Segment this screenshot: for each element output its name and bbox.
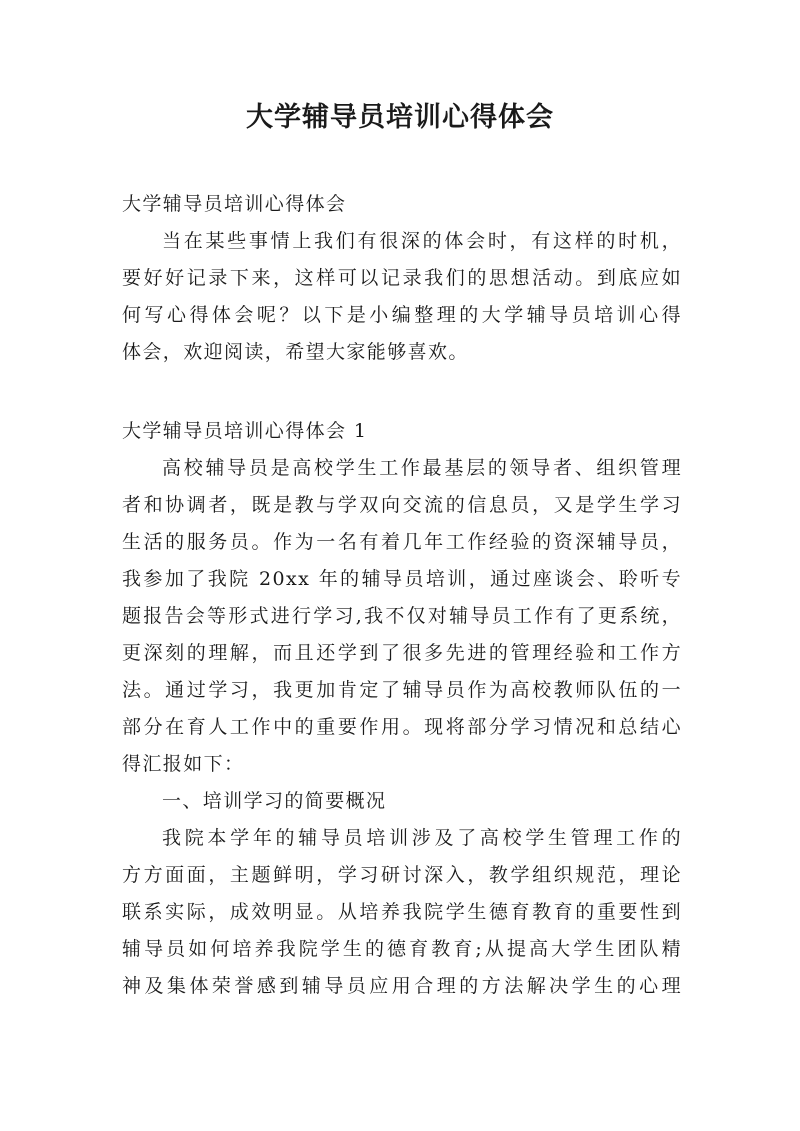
paragraph-line: 联系实际，成效明显。从培养我院学生德育教育的重要性到: [122, 901, 682, 923]
paragraph-line: 我院本学年的辅导员培训涉及了高校学生管理工作的: [162, 827, 682, 849]
paragraph-line: 得汇报如下：: [122, 753, 245, 775]
paragraph-line: 方方面面，主题鲜明，学习研讨深入，教学组织规范，理论: [122, 864, 682, 886]
intro-line: 体会，欢迎阅读，希望大家能够喜欢。: [122, 341, 469, 363]
document-title: 大学辅导员培训心得体会: [246, 102, 554, 133]
paragraph-line: 者和协调者，既是教与学双向交流的信息员，又是学生学习: [122, 494, 682, 516]
intro-section: [122, 186, 682, 371]
intro-line: 要好好记录下来，这样可以记录我们的思想活动。到底应如: [122, 267, 682, 289]
intro-line: 当在某些事情上我们有很深的体会时，有这样的时机，: [162, 230, 682, 252]
paragraph-line: 辅导员如何培养我院学生的德育教育;从提高大学生团队精: [122, 938, 682, 960]
paragraph-line: 高校辅导员是高校学生工作最基层的领导者、组织管理: [162, 457, 682, 479]
essay-heading: 大学辅导员培训心得体会 1: [122, 420, 368, 442]
essay-section: [122, 413, 682, 1005]
paragraph-line: 生活的服务员。作为一名有着几年工作经验的资深辅导员，: [122, 531, 682, 553]
paragraph-line: 更深刻的理解，而且还学到了很多先进的管理经验和工作方: [122, 642, 682, 664]
paragraph-line: 部分在育人工作中的重要作用。现将部分学习情况和总结心: [122, 716, 682, 738]
paragraph-line: 题报告会等形式进行学习,我不仅对辅导员工作有了更系统，: [122, 605, 682, 627]
paragraph-line: 神及集体荣誉感到辅导员应用合理的方法解决学生的心理: [122, 975, 682, 997]
paragraph-line: 我参加了我院 20xx 年的辅导员培训，通过座谈会、聆听专: [122, 568, 682, 590]
intro-line: 何写心得体会呢？以下是小编整理的大学辅导员培训心得: [122, 304, 682, 326]
paragraph-line: 法。通过学习，我更加肯定了辅导员作为高校教师队伍的一: [122, 679, 682, 701]
intro-heading: 大学辅导员培训心得体会: [122, 193, 347, 215]
section-title: 一、培训学习的简要概况: [162, 790, 387, 812]
